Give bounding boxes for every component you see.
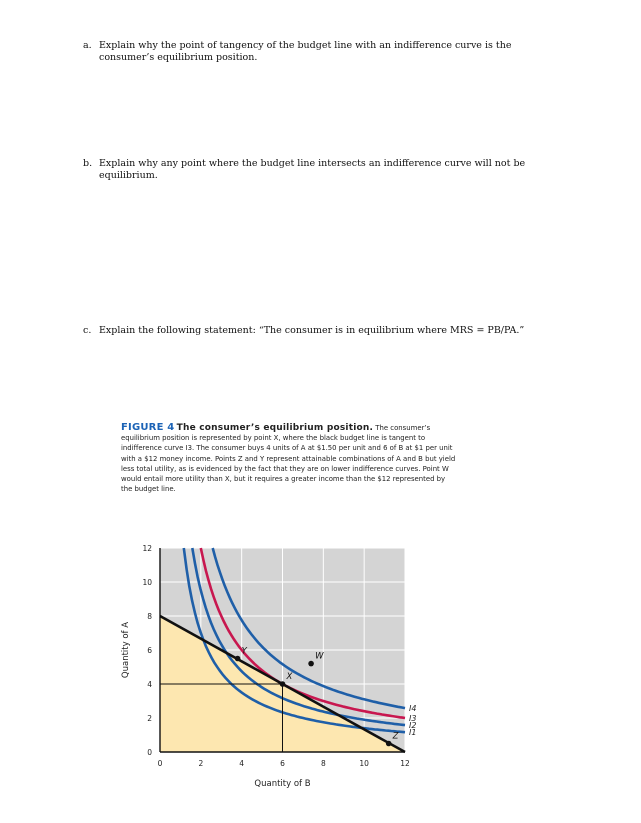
- question-b-text: Explain why any point where the budget line intersects an indifference curve will not be equilibrium.: [99, 158, 526, 181]
- y-tick-label: 10: [142, 578, 152, 587]
- curve-label-i2: I2: [409, 721, 417, 731]
- y-tick-label: 2: [147, 714, 152, 723]
- question-a-text: Explain why the point of tangency of the budget line with an indifference curve is the consumer’s equilibrium position.: [99, 40, 512, 63]
- y-tick-label: 12: [142, 544, 152, 553]
- y-tick-label: 6: [147, 646, 152, 655]
- curve-label-i3: I3: [409, 714, 417, 723]
- x-axis-label: Quantity of B: [254, 779, 311, 789]
- question-b-label: b.: [83, 158, 93, 169]
- question-c-text: Explain the following statement: “The consumer is in equilibrium where MRS = PB/PA.”: [99, 325, 525, 336]
- y-axis-label: Quantity of A: [121, 621, 131, 679]
- question-c-label: c.: [83, 325, 92, 336]
- y-tick-label: 4: [147, 680, 152, 689]
- point-x: [280, 681, 286, 687]
- question-a-label: a.: [83, 40, 92, 51]
- figure-title: The consumer’s equilibrium position.: [176, 423, 374, 433]
- x-tick-label: 6: [280, 759, 285, 768]
- x-tick-label: 0: [157, 759, 163, 768]
- figure-caption: The consumer’s equilibrium position is represented by point X, where the black budget line is tangent to indifference curve I3. The consumer buys 4 units of A at $1.50 per unit and 6 of B at $1 per unit with a $12 money income. Points Z and Y represent attainable combinations of A and B but yield less total utility, as is evidenced by the fact that they are on lower indifference curves. Point W would entail more utility than X, but it requires a greater income than the $12 represented by the budget line.: [121, 424, 456, 494]
- x-tick-label: 8: [320, 759, 326, 768]
- point-z: [386, 741, 392, 747]
- y-tick-label: 0: [147, 748, 152, 757]
- y-tick-label: 8: [147, 612, 152, 621]
- x-tick-label: 2: [198, 759, 204, 768]
- x-tick-label: 12: [400, 759, 410, 768]
- point-w: [308, 661, 314, 667]
- point-label-w: W: [315, 651, 324, 662]
- point-label-x: X: [286, 672, 293, 682]
- point-label-y: Y: [241, 646, 247, 657]
- figure-number: FIGURE 4: [121, 422, 175, 433]
- curve-label-i1: I1: [409, 728, 417, 738]
- point-label-z: Z: [392, 731, 399, 742]
- point-y: [235, 656, 241, 662]
- curve-label-i4: I4: [409, 704, 417, 714]
- x-tick-label: 10: [359, 759, 369, 768]
- x-tick-label: 4: [239, 759, 245, 768]
